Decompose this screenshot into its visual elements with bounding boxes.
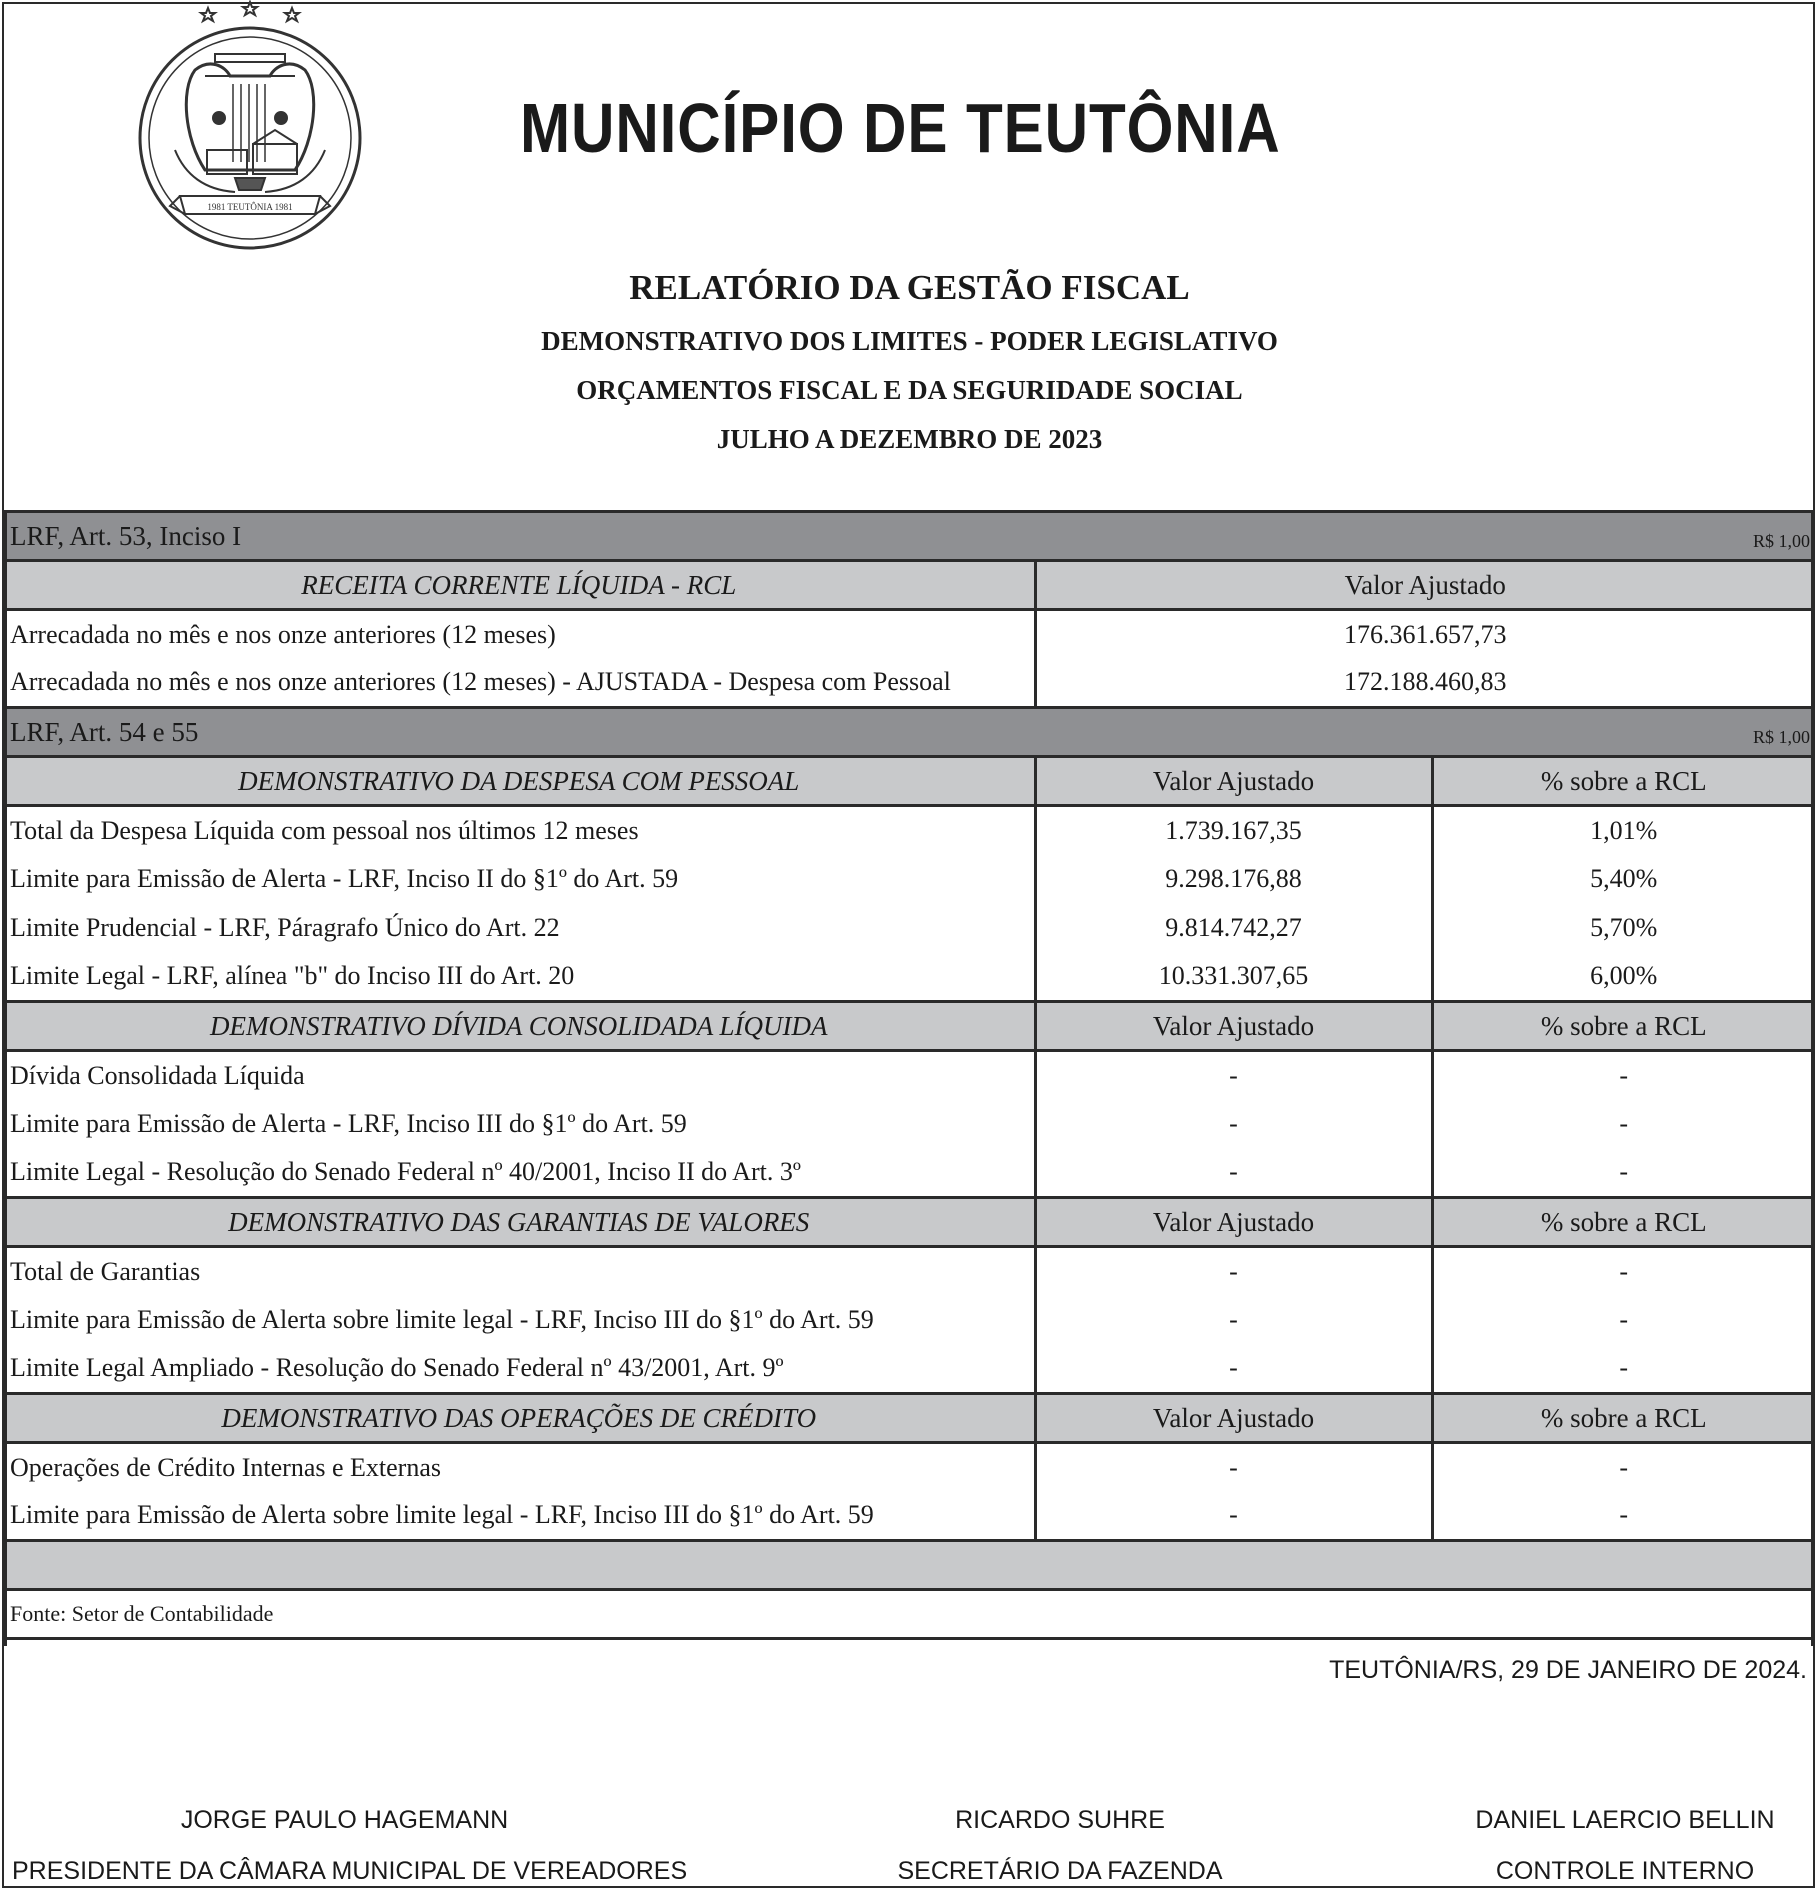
row-pct: -	[1432, 1247, 1814, 1296]
row-pct: 1,01%	[1432, 806, 1814, 855]
section-label: LRF, Art. 54 e 55	[4, 708, 1432, 757]
table-row	[4, 1100, 1814, 1149]
row-description: Total de Garantias	[10, 1256, 201, 1286]
row-pct: 6,00%	[1432, 953, 1814, 1002]
municipal-seal-icon	[135, 0, 365, 262]
row-value: -	[1035, 1296, 1432, 1345]
signature-finance	[860, 1806, 1260, 1886]
column-header-value: Valor Ajustado	[1035, 1002, 1432, 1051]
block-title: DEMONSTRATIVO DAS GARANTIAS DE VALORES	[4, 1198, 1035, 1247]
row-value: -	[1035, 1247, 1432, 1296]
signatory-role: PRESIDENTE DA CÂMARA MUNICIPAL DE VEREADORES	[12, 1857, 688, 1885]
row-description: Limite para Emissão de Alerta sobre limite legal - LRF, Inciso III do §1º do Art. 59	[10, 1305, 874, 1334]
row-value: -	[1035, 1492, 1432, 1541]
row-pct: -	[1432, 1443, 1814, 1492]
fiscal-limits-table	[4, 510, 1814, 1640]
table-row	[4, 953, 1814, 1002]
row-description: Operações de Crédito Internas e Externas	[10, 1452, 441, 1482]
column-header-value: Valor Ajustado	[1035, 757, 1432, 806]
row-pct: 5,40%	[1432, 855, 1814, 904]
report-subtitle-budget: ORÇAMENTOS FISCAL E DA SEGURIDADE SOCIAL	[576, 375, 1243, 405]
row-description: Arrecadada no mês e nos onze anteriores (12 meses)	[10, 619, 556, 649]
row-description: Limite para Emissão de Alerta - LRF, Inciso II do §1º do Art. 59	[10, 864, 679, 893]
column-header-pct: % sobre a RCL	[1432, 757, 1814, 806]
block-header-credit	[4, 1394, 1814, 1443]
block-header-guarantees	[4, 1198, 1814, 1247]
report-title: RELATÓRIO DA GESTÃO FISCAL	[629, 268, 1190, 307]
column-header-rcl	[4, 561, 1814, 610]
row-value: 10.331.307,65	[1035, 953, 1432, 1002]
table-row	[4, 855, 1814, 904]
row-value: 172.188.460,83	[1035, 659, 1814, 708]
row-value: -	[1035, 1149, 1432, 1198]
table-row	[4, 806, 1814, 855]
table-row	[4, 904, 1814, 953]
block-title: DEMONSTRATIVO DÍVIDA CONSOLIDADA LÍQUIDA	[4, 1002, 1035, 1051]
section-header-limits	[4, 708, 1814, 757]
column-header-pct: % sobre a RCL	[1432, 1394, 1814, 1443]
signatory-role: SECRETÁRIO DA FAZENDA	[897, 1857, 1223, 1885]
signatory-name: JORGE PAULO HAGEMANN	[180, 1806, 509, 1834]
table-row	[4, 610, 1814, 659]
table-row	[4, 1149, 1814, 1198]
table-row	[4, 1345, 1814, 1394]
table-row	[4, 1443, 1814, 1492]
column-header-value: Valor Ajustado	[1035, 1198, 1432, 1247]
block-header-debt	[4, 1002, 1814, 1051]
section-unit: R$ 1,00	[1432, 512, 1814, 561]
table-row	[4, 659, 1814, 708]
row-description: Limite Legal - Resolução do Senado Federal nº 40/2001, Inciso II do Art. 3º	[10, 1157, 801, 1187]
row-value: -	[1035, 1100, 1432, 1149]
row-description: Limite para Emissão de Alerta sobre limite legal - LRF, Inciso III do §1º do Art. 59	[4, 1492, 1035, 1541]
section-unit: R$ 1,00	[1432, 708, 1814, 757]
block-title: DEMONSTRATIVO DAS OPERAÇÕES DE CRÉDITO	[4, 1394, 1035, 1443]
seal-text: 1981 TEUTÔNIA 1981	[207, 202, 293, 212]
municipality-title: MUNICÍPIO DE TEUTÔNIA	[520, 89, 1281, 167]
section-header-rcl	[4, 512, 1814, 561]
row-description: Dívida Consolidada Líquida	[10, 1060, 305, 1090]
row-pct: -	[1432, 1345, 1814, 1394]
row-description: Limite Prudencial - LRF, Páragrafo Único do Art. 22	[10, 913, 560, 942]
signatory-role: CONTROLE INTERNO	[1495, 1857, 1755, 1885]
row-pct: -	[1432, 1149, 1814, 1198]
row-description: Total da Despesa Líquida com pessoal nos últimos 12 meses	[10, 815, 639, 845]
column-header-pct: % sobre a RCL	[1432, 1002, 1814, 1051]
row-description: Arrecadada no mês e nos onze anteriores (12 meses) - AJUSTADA - Despesa com Pessoal	[10, 667, 951, 697]
row-value: 1.739.167,35	[1035, 806, 1432, 855]
row-value: -	[1035, 1051, 1432, 1100]
block-title: DEMONSTRATIVO DA DESPESA COM PESSOAL	[4, 757, 1035, 806]
signature-president	[12, 1806, 688, 1886]
blank-band	[4, 1541, 1814, 1590]
row-value: -	[1035, 1443, 1432, 1492]
row-description: Limite para Emissão de Alerta - LRF, Inciso III do §1º do Art. 59	[10, 1109, 687, 1138]
report-subtitle: DEMONSTRATIVO DOS LIMITES - PODER LEGISLATIVO	[541, 326, 1278, 356]
row-pct: -	[1432, 1492, 1814, 1541]
column-header-value: Valor Ajustado	[1035, 561, 1814, 610]
table-row	[4, 1492, 1814, 1541]
row-pct: -	[1432, 1051, 1814, 1100]
column-header-pct: % sobre a RCL	[1432, 1198, 1814, 1247]
table-row	[4, 1296, 1814, 1345]
row-pct: 5,70%	[1432, 904, 1814, 953]
column-header-desc: RECEITA CORRENTE LÍQUIDA - RCL	[4, 561, 1035, 610]
source-note: Fonte: Setor de Contabilidade	[4, 1590, 1814, 1639]
row-value: 9.298.176,88	[1035, 855, 1432, 904]
row-pct: -	[1432, 1296, 1814, 1345]
signatory-name: RICARDO SUHRE	[955, 1806, 1165, 1834]
row-description: Limite Legal - LRF, alínea "b" do Inciso III do Art. 20	[10, 961, 575, 991]
row-pct: -	[1432, 1100, 1814, 1149]
column-header-value: Valor Ajustado	[1035, 1394, 1432, 1443]
section-label: LRF, Art. 53, Inciso I	[4, 512, 1432, 561]
table-row	[4, 1247, 1814, 1296]
signature-internal-control	[1440, 1806, 1810, 1886]
block-header-personnel	[4, 757, 1814, 806]
report-period: JULHO A DEZEMBRO DE 2023	[716, 424, 1103, 454]
row-value: -	[1035, 1345, 1432, 1394]
date-line: TEUTÔNIA/RS, 29 DE JANEIRO DE 2024.	[1329, 1656, 1807, 1684]
row-value: 176.361.657,73	[1035, 610, 1814, 659]
table-row	[4, 1051, 1814, 1100]
source-row	[4, 1590, 1814, 1639]
row-description: Limite Legal Ampliado - Resolução do Senado Federal nº 43/2001, Art. 9º	[10, 1353, 784, 1383]
row-value: 9.814.742,27	[1035, 904, 1432, 953]
signatory-name: DANIEL LAERCIO BELLIN	[1475, 1806, 1775, 1834]
